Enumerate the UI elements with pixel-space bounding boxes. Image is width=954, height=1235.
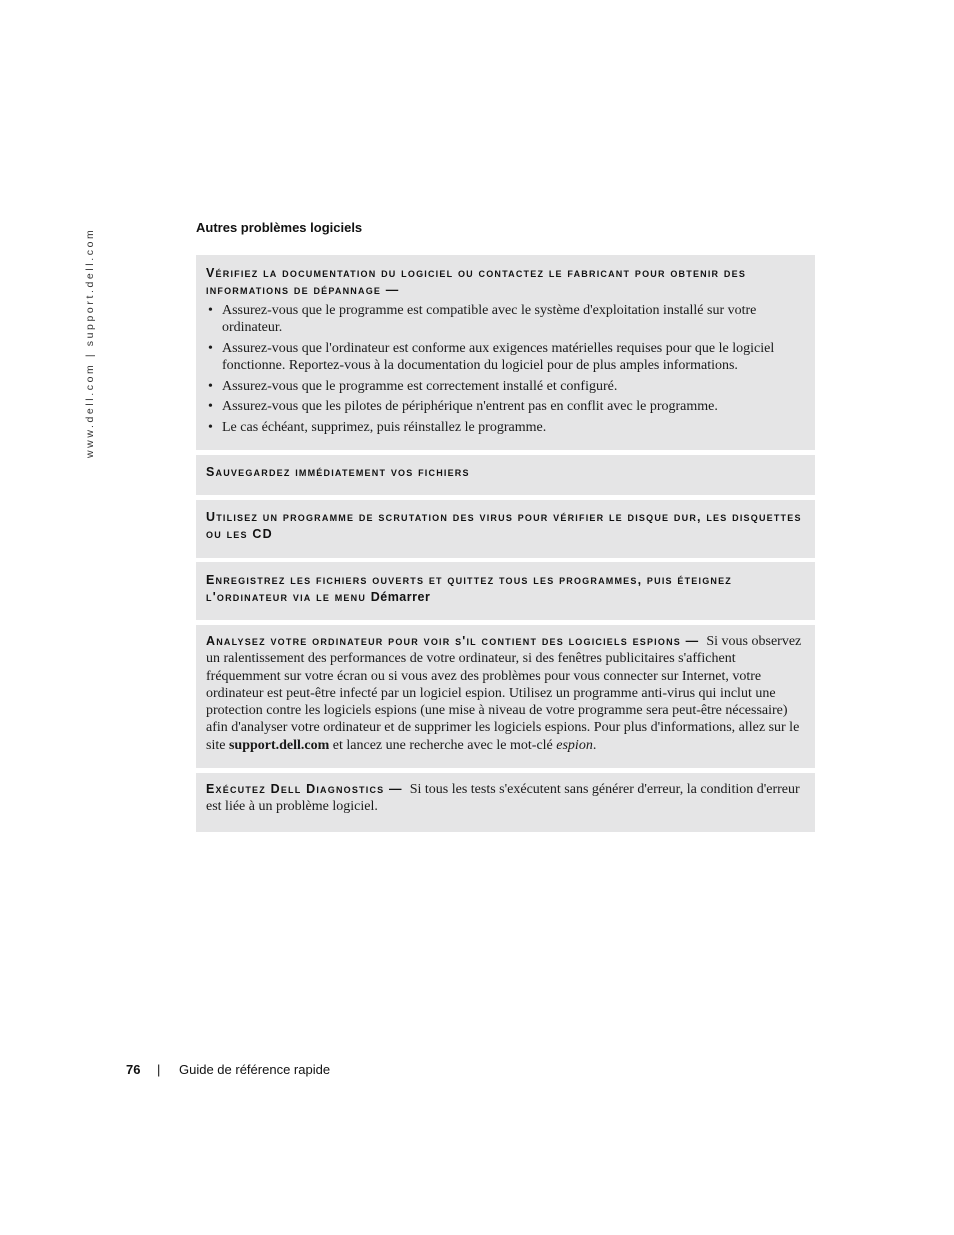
panel-heading: Vérifiez la documentation du logiciel ou contactez le fabricant pour obtenir des informations de dépannage —: [206, 266, 747, 297]
panel-backup-files: [196, 455, 815, 495]
start-menu-label: Démarrer: [370, 590, 431, 604]
page-number: 76: [126, 1062, 141, 1077]
panel-heading-text: Enregistrez les fichiers ouverts et quittez tous les programmes, puis éteignez l'ordinateur via le menu: [206, 573, 733, 604]
doc-title: Guide de référence rapide: [179, 1062, 331, 1077]
side-url: www.dell.com | support.dell.com: [84, 227, 96, 458]
section-title: Autres problèmes logiciels: [196, 220, 363, 235]
panel-text: et lancez une recherche avec le mot-clé: [332, 737, 553, 753]
list-item: • Assurez-vous que les pilotes de périphérique n'entrent pas en conflit avec le programme.: [206, 398, 803, 415]
panel-text-end: .: [592, 737, 597, 753]
panel-virus-scan: [196, 500, 815, 558]
list-item: • Assurez-vous que le programme est compatible avec le système d'exploitation installé sur votre ordinateur.: [206, 302, 803, 337]
list-item: • Assurez-vous que l'ordinateur est conforme aux exigences matérielles requises pour que le logiciel fonctionne. Reportez-vous à la documentation du logiciel pour de plus amples informations.: [206, 340, 803, 375]
panel-spyware: [196, 625, 815, 768]
list-item: • Assurez-vous que le programme est correctement installé et configuré.: [206, 378, 803, 395]
panel-heading: Utilisez un programme de scrutation des virus pour vérifier le disque dur, les disquettes ou les CD: [206, 510, 802, 541]
list-item: • Le cas échéant, supprimez, puis réinstallez le programme.: [206, 419, 803, 436]
bullet-list: [206, 302, 803, 436]
panel-close-programs: [196, 562, 815, 620]
panel-text: Si vous observez un ralentissement des performances de votre ordinateur, si des fenêtres publicitaires s'affichent fréquemment sur votre écran ou si vous avez des problèmes pour vous connecter sur Internet, votre ordinateur est peut-être infecté par un logiciel espion. Utilisez un programme anti-virus qui inclut une protection contre les logiciels espions (une mise à niveau de votre programme sera peut-être nécessaire) afin d'analyser votre ordinateur et de supprimer les logiciels espions. Pour plus d'informations, allez sur le site: [206, 634, 802, 753]
footer-separator: |: [157, 1062, 161, 1077]
panel-check-documentation: [196, 255, 815, 450]
panel-heading: [206, 572, 803, 606]
panel-heading: Analysez votre ordinateur pour voir s'il contient des logiciels espions —: [206, 634, 700, 648]
panel-dell-diagnostics: [196, 773, 815, 832]
panel-text: Si tous les tests s'exécutent sans générer d'erreur, la condition d'erreur est liée à un problème logiciel.: [206, 782, 800, 815]
panel-heading: Exécutez Dell Diagnostics —: [206, 782, 403, 796]
panel-body: [206, 633, 803, 754]
panel-body: [206, 781, 803, 816]
panel-heading: Sauvegardez immédiatement vos fichiers: [206, 465, 470, 479]
support-link[interactable]: support.dell.com: [228, 737, 330, 753]
keyword: espion: [556, 737, 593, 753]
